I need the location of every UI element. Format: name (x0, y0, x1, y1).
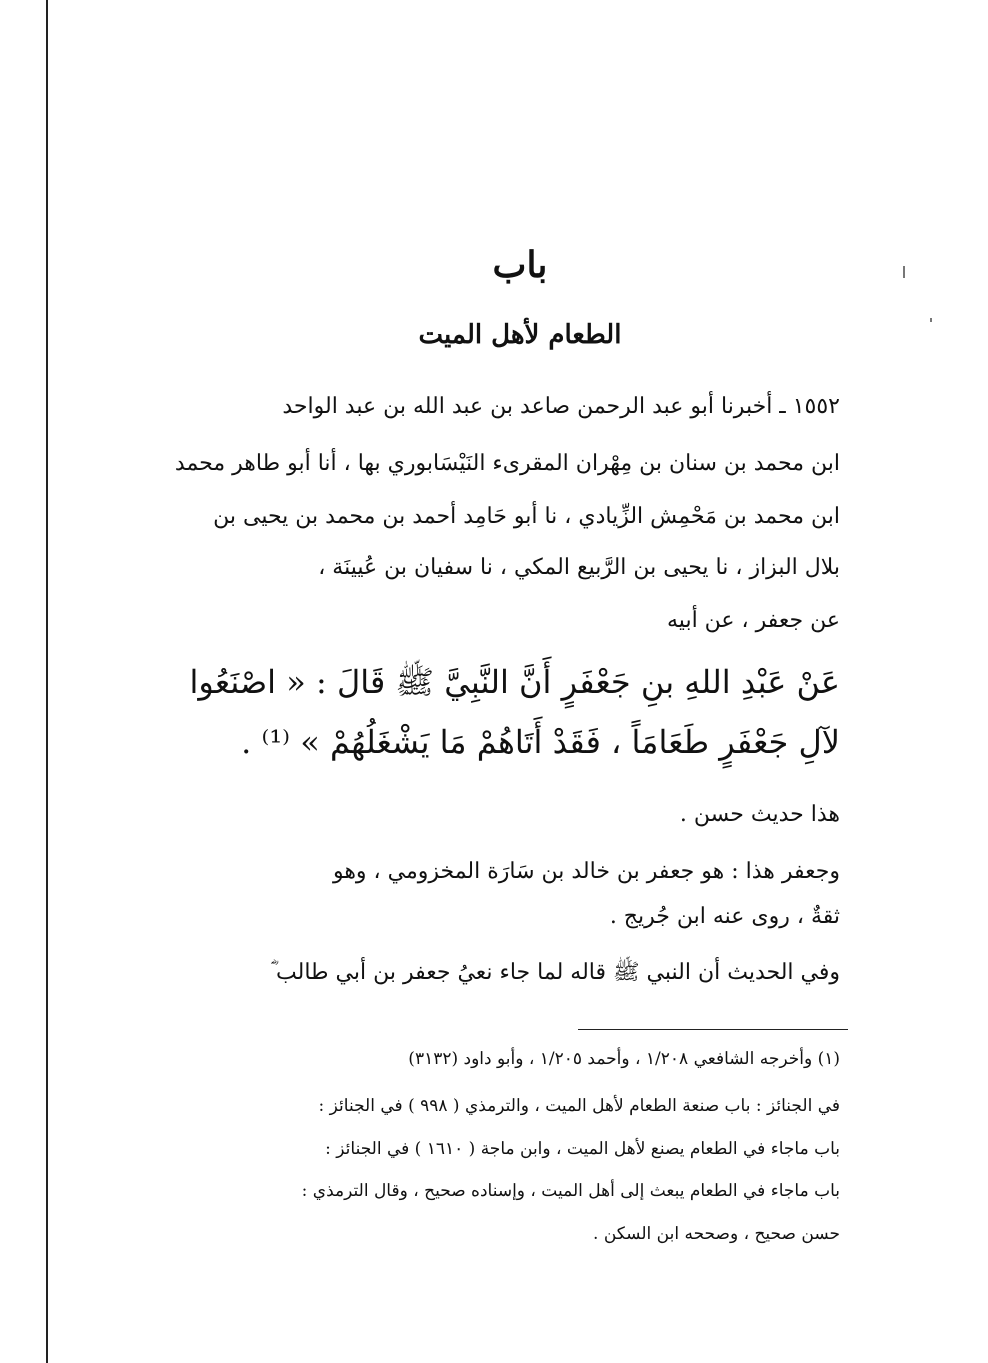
scan-speck (930, 318, 932, 322)
footnote-line: حسن صحيح ، وصححه ابن السكن . (593, 1224, 840, 1244)
footnote-line: باب ماجاء في الطعام يبعث إلى أهل الميت ، وإسناده صحيح ، وقال الترمذي : (301, 1181, 840, 1201)
footnote-line: باب ماجاء في الطعام يصنع لأهل الميت ، وابن ماجة ( ١٦١٠ ) في الجنائز : (325, 1139, 840, 1159)
isnad-line: ابن محمد بن سنان بن مِهْران المقرىء النَيْسَابوري بها ، أنا أبو طاهر محمد (174, 451, 840, 476)
footnote-line: في الجنائز : باب صنعة الطعام لأهل الميت ، والترمذي ( ٩٩٨ ) في الجنائز : (318, 1096, 840, 1116)
isnad-line: ١٥٥٢ ـ أخبرنا أبو عبد الرحمن صاعد بن عبد الله بن عبد الواحد (282, 394, 840, 419)
chapter-title: الطعام لأهل الميت (418, 320, 622, 350)
footnote-line: (١) وأخرجه الشافعي ١/٢٠٨ ، وأحمد ١/٢٠٥ ، وأبو داود (٣١٣٢) (408, 1049, 840, 1069)
hadith-text-line: لآلِ جَعْفَرٍ طَعَامَاً ، فَقَدْ أَتَاهُمْ مَا يَشْغَلُهُمْ » ⁽¹⁾ . (241, 723, 840, 761)
footnote-separator (578, 1029, 848, 1030)
hadith-grade: هذا حديث حسن . (679, 802, 840, 827)
isnad-line: عن جعفر ، عن أبيه (667, 608, 840, 633)
commentary-line: وجعفر هذا : هو جعفر بن خالد بن سَارَة المخزومي ، وهو (332, 859, 840, 884)
chapter-heading: باب (492, 244, 548, 286)
closing-line: وفي الحديث أن النبي ﷺ قاله لما جاء نعيُ جعفر بن أبي طالب ؓ (270, 960, 840, 985)
commentary-line: ثقةٌ ، روى عنه ابن جُريج . (609, 904, 840, 929)
page-edge-rule (46, 0, 48, 1363)
hadith-text-line: عَنْ عَبْدِ اللهِ بنِ جَعْفَرٍ أَنَّ النَّبِيَّ ﷺ قَالَ : « اصْنَعُوا (189, 663, 840, 701)
isnad-line: بلال البزاز ، نا يحيى بن الرَّبيع المكي ، نا سفيان بن عُيينَة ، (318, 555, 840, 580)
scan-speck (903, 266, 905, 278)
isnad-line: ابن محمد بن مَحْمِش الزِّيادي ، نا أبو حَامِد أحمد بن محمد بن يحيى بن (213, 504, 840, 529)
